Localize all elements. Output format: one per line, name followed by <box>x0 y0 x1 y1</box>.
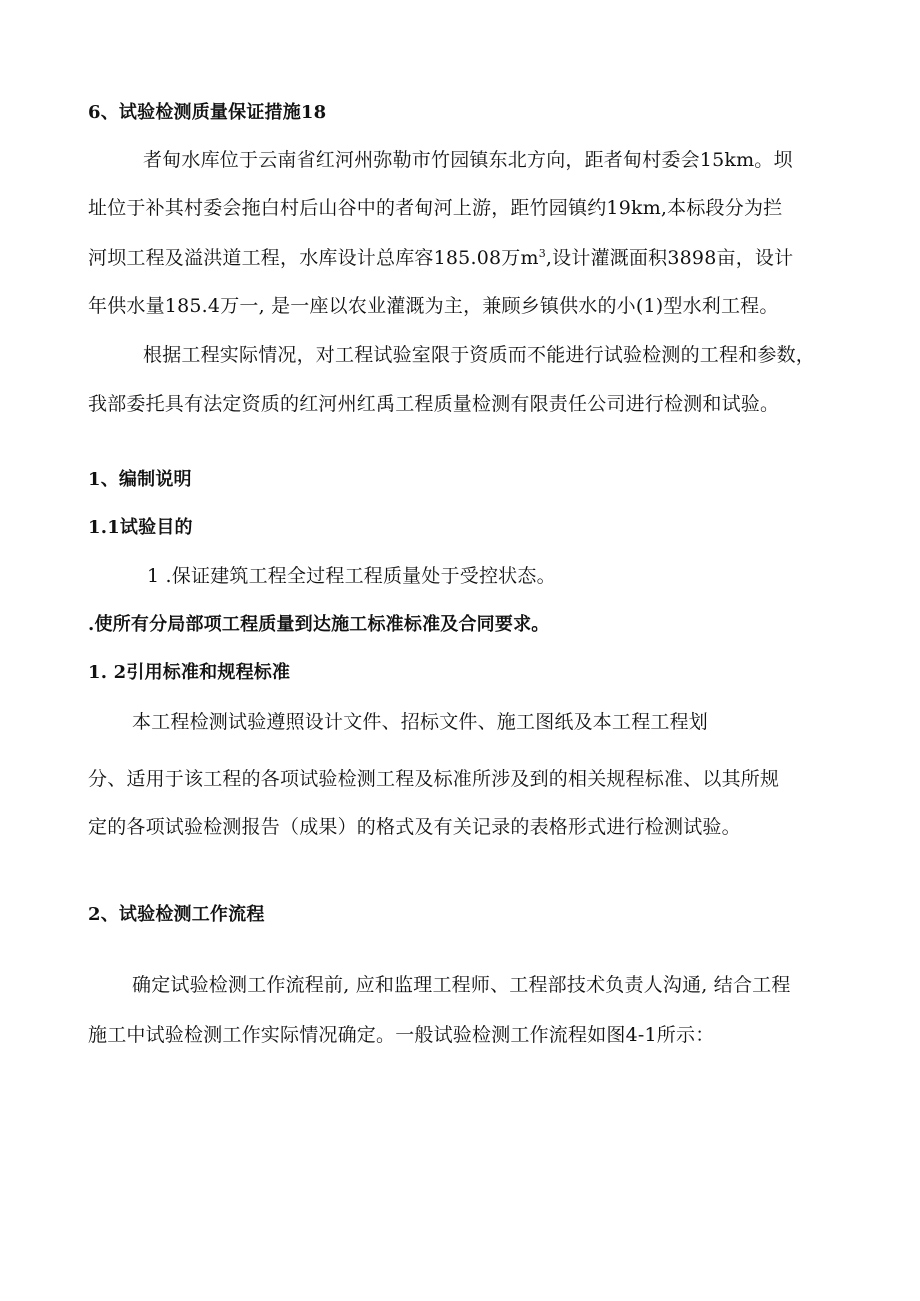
section-1-1-heading: 1.1试验目的 <box>88 517 193 538</box>
intro-para1-line3-b: ,设计灌溉面积3898亩，设计 <box>545 247 794 269</box>
intro-para1-line3-a: 河坝工程及溢洪道工程，水库设计总库容185.08万m <box>88 247 539 269</box>
section-1-2-para-line1: 本工程检测试验遵照设计文件、招标文件、施工图纸及本工程工程划 <box>132 711 709 733</box>
section-2-para-line2: 施工中试验检测工作实际情况确定。一般试验检测工作流程如图4-1所示： <box>88 1024 715 1046</box>
section-2-para-line1: 确定试验检测工作流程前, 应和监理工程师、工程部技术负责人沟通, 结合工程 <box>132 974 791 996</box>
intro-para1-line2: 址位于补其村委会拖白村后山谷中的者甸河上游，距竹园镇约19km,本标段分为拦 <box>88 197 783 219</box>
section-1-1-item1: 1 .保证建筑工程全过程工程质量处于受控状态。 <box>147 565 556 587</box>
section-1-heading: 1、编制说明 <box>88 469 192 490</box>
cubic-superscript: 3 <box>538 247 546 260</box>
section-6-heading: 6、试验检测质量保证措施18 <box>88 102 327 123</box>
intro-para1-line4: 年供水量185.4万一, 是一座以农业灌溉为主，兼顾乡镇供水的小(1)型水利工程。 <box>88 295 779 317</box>
intro-para2-line2: 我部委托具有法定资质的红河州红禹工程质量检测有限责任公司进行检测和试验。 <box>88 393 780 415</box>
section-1-2-heading: 1. 2引用标准和规程标准 <box>88 662 291 683</box>
section-1-2-para-line2: 分、适用于该工程的各项试验检测工程及标准所涉及到的相关规程标准、以其所规 <box>88 768 780 790</box>
section-1-2-para-line3: 定的各项试验检测报告（成果）的格式及有关记录的表格形式进行检测试验。 <box>88 816 741 838</box>
section-1-1-item2: .使所有分局部项工程质量到达施工标准标准及合同要求。 <box>88 614 550 635</box>
intro-para2-line1: 根据工程实际情况，对工程试验室限于资质而不能进行试验检测的工程和参数， <box>143 344 816 366</box>
intro-para1-line3 <box>88 245 793 271</box>
intro-para1-line1: 者甸水库位于云南省红河州弥勒市竹园镇东北方向，距者甸村委会15km。坝 <box>143 149 793 171</box>
section-2-heading: 2、试验检测工作流程 <box>88 904 265 925</box>
